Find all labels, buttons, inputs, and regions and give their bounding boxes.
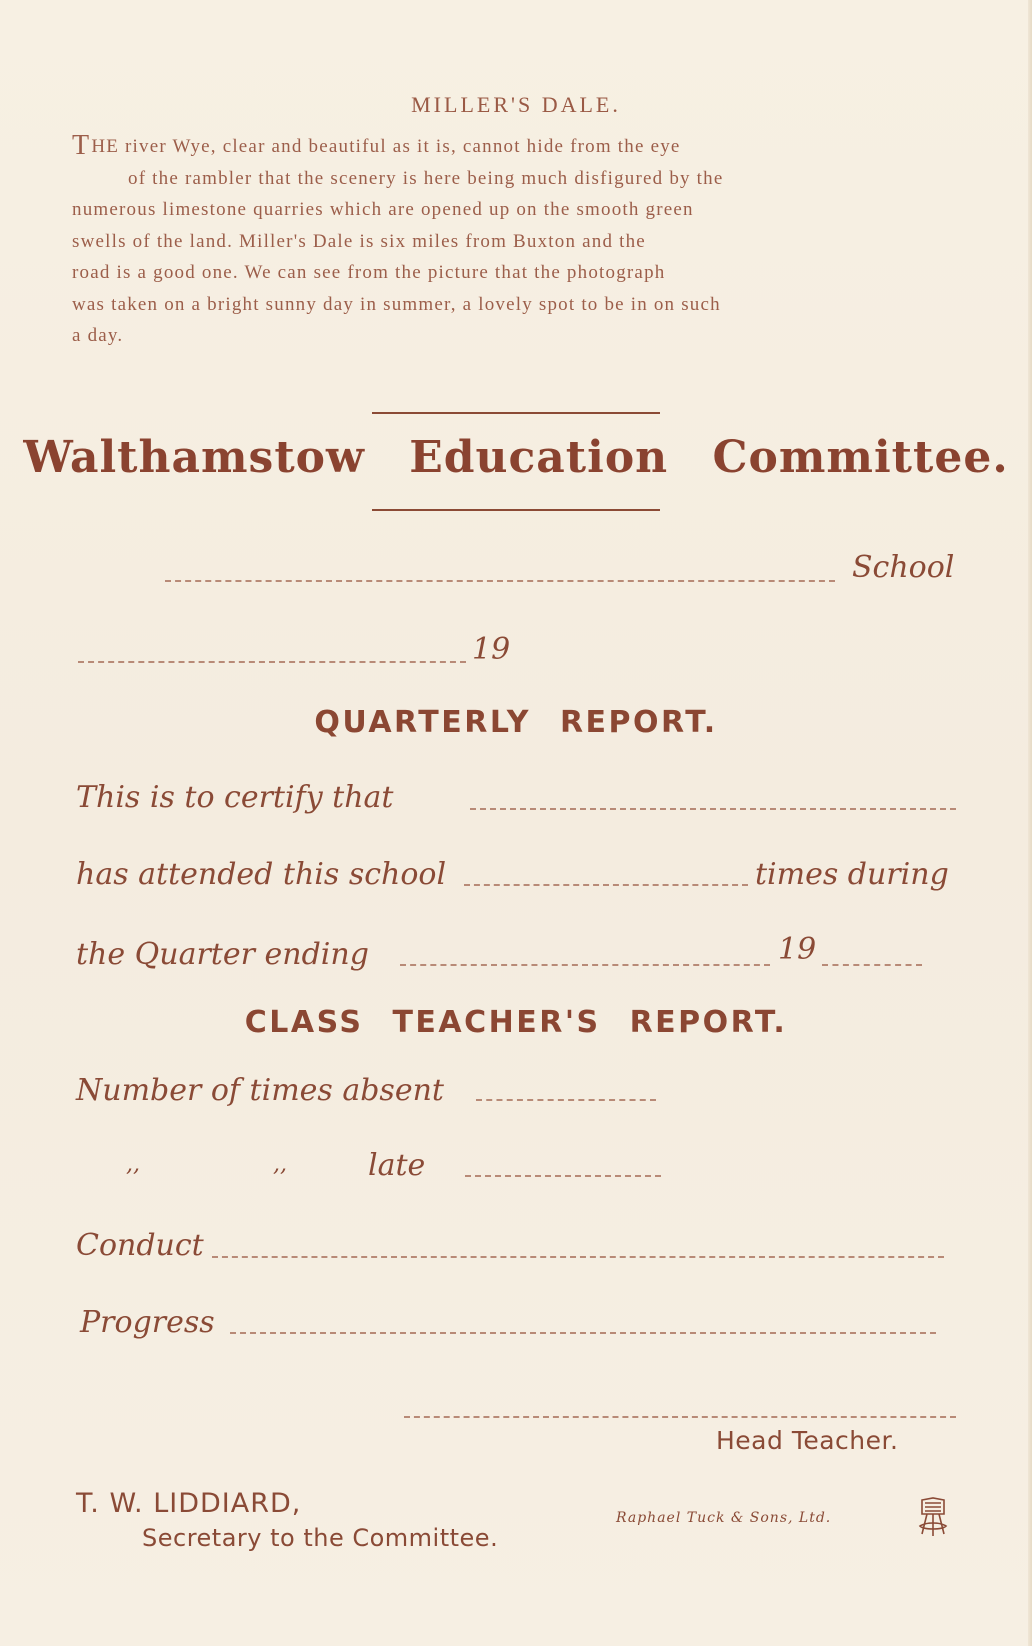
- certify-label: This is to certify that: [76, 780, 394, 815]
- pupil-name-field[interactable]: [470, 808, 956, 810]
- times-during-label: times during: [755, 857, 949, 892]
- description-line-2: of the rambler that the scenery is here being much disfigured by the: [128, 167, 724, 189]
- attended-label: has attended this school: [76, 857, 447, 892]
- date-field[interactable]: [78, 661, 466, 663]
- progress-label: Progress: [80, 1305, 215, 1340]
- heading-rule-bottom: [372, 509, 660, 511]
- late-count-field[interactable]: [465, 1175, 661, 1177]
- description-line-3: numerous limestone quarries which are opened up on the smooth green: [72, 199, 694, 220]
- card-edge: [1028, 0, 1032, 1646]
- progress-field[interactable]: [230, 1332, 936, 1334]
- school-label: School: [852, 550, 955, 585]
- quarter-ending-field[interactable]: [400, 964, 770, 966]
- millers-dale-title: MILLER'S DALE.: [411, 92, 621, 117]
- publisher-imprint: Raphael Tuck & Sons, Ltd.: [616, 1510, 832, 1526]
- millers-dale-description: [72, 130, 962, 352]
- school-name-field[interactable]: [165, 580, 835, 582]
- head-teacher-label: Head Teacher.: [716, 1426, 899, 1455]
- description-line-5: road is a good one. We can see from the picture that the photograph: [72, 262, 666, 283]
- description-line-6: was taken on a bright sunny day in summer, a lovely spot to be in on such: [72, 293, 721, 315]
- description-line-1: [72, 130, 962, 163]
- description-line-4: swells of the land. Miller's Dale is six miles from Buxton and the: [72, 230, 646, 252]
- year-prefix: 19: [472, 632, 511, 667]
- committee-title: Walthamstow Education Committee.: [23, 432, 1009, 483]
- quarter-year-prefix: 19: [778, 932, 817, 967]
- description-line-1-text: HE river Wye, clear and beautiful as it is, cannot hide from the eye: [91, 136, 681, 157]
- conduct-label: Conduct: [76, 1228, 204, 1263]
- easel-palette-icon: [916, 1496, 950, 1543]
- conduct-field[interactable]: [212, 1256, 944, 1258]
- late-label: late: [368, 1148, 426, 1183]
- heading-rule-top: [372, 412, 660, 414]
- attendance-count-field[interactable]: [464, 884, 748, 886]
- signatory-role: Secretary to the Committee.: [142, 1524, 499, 1552]
- ditto-mark-1: ,,: [126, 1152, 140, 1177]
- absent-label: Number of times absent: [76, 1073, 444, 1108]
- description-line-7: a day.: [72, 325, 124, 346]
- quarter-ending-label: the Quarter ending: [76, 937, 369, 972]
- absent-count-field[interactable]: [476, 1099, 656, 1101]
- ditto-mark-2: ,,: [273, 1152, 287, 1177]
- class-teacher-report-heading: CLASS TEACHER'S REPORT.: [244, 1005, 788, 1040]
- quarter-year-field[interactable]: [822, 964, 922, 966]
- head-teacher-signature-field[interactable]: [404, 1416, 956, 1418]
- quarterly-report-heading: QUARTERLY REPORT.: [314, 705, 718, 740]
- drop-cap: T: [72, 130, 91, 161]
- signatory-name: T. W. LIDDIARD,: [76, 1488, 302, 1519]
